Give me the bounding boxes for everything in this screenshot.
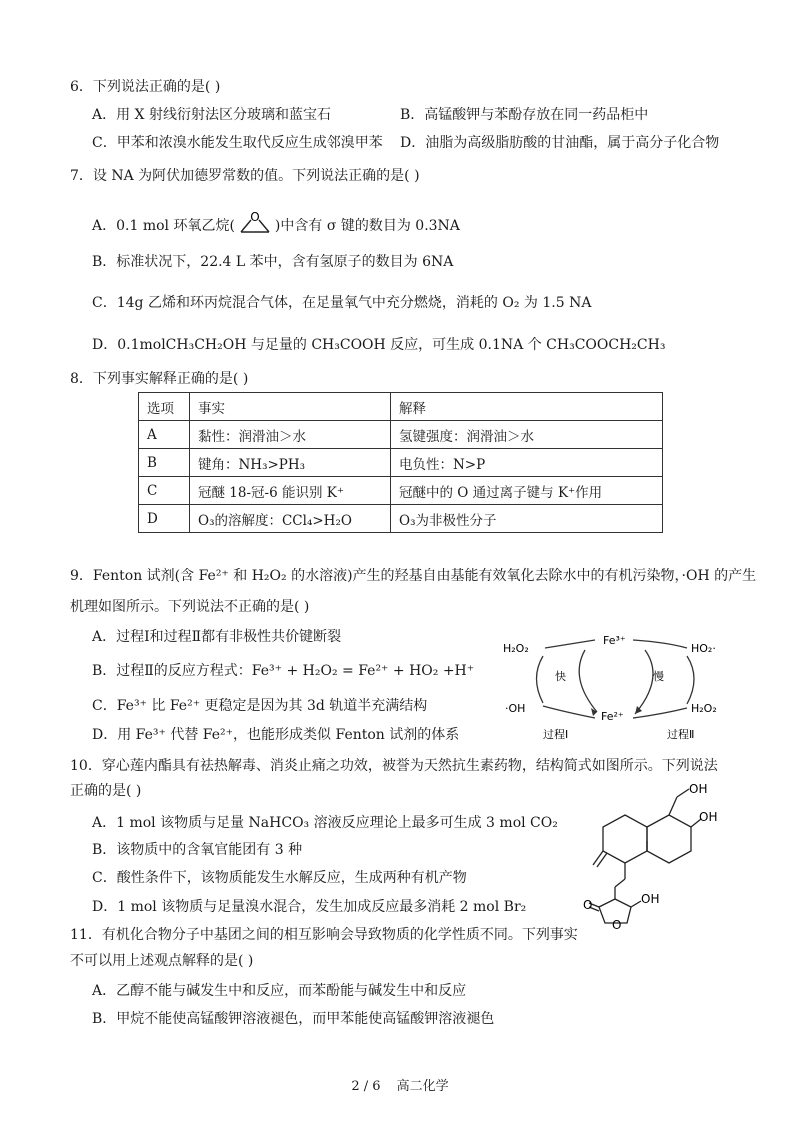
- table-cell: 氢键强度：润滑油＞水: [391, 421, 663, 449]
- header-explanation: 解释: [391, 393, 663, 421]
- epoxide-structure: [235, 210, 275, 236]
- q8-stem: 8．下列事实解释正确的是( ): [70, 371, 249, 387]
- q7-option-b: B．标准状况下，22.4 L 苯中，含有氢原子的数目为 6NA: [92, 254, 454, 270]
- q11-stem-line2: 不可以用上述观点解释的是( ): [70, 953, 254, 969]
- q6-option-a: A．用 X 射线衍射法区分玻璃和蓝宝石: [92, 107, 331, 123]
- diagram-fast: 快: [555, 670, 566, 683]
- table-row: [139, 477, 663, 505]
- q7-option-a-pre: A．0.1 mol 环氧乙烷(: [92, 218, 235, 234]
- q7-option-c: C．14g 乙烯和环丙烷混合气体，在足量氧气中充分燃烧，消耗的 O₂ 为 1.5 NA: [92, 295, 592, 311]
- q11-option-b: B．甲烷不能使高锰酸钾溶液褪色，而甲苯能使高锰酸钾溶液褪色: [92, 1011, 495, 1027]
- table-cell: 冠醚 18-冠-6 能识别 K⁺: [190, 477, 391, 505]
- q9-option-d: D．用 Fe³⁺ 代替 Fe²⁺，也能形成类似 Fenton 试剂的体系: [92, 727, 460, 743]
- q10-stem-line1: 10．穿心莲内酯具有祛热解毒、消炎止痛之功效，被誉为天然抗生素药物，结构简式如图所示。下列说法: [70, 758, 718, 774]
- table-cell: 黏性：润滑油＞水: [190, 421, 391, 449]
- diagram-oh-left: ·OH: [505, 702, 526, 715]
- q10-option-a: A．1 mol 该物质与足量 NaHCO₃ 溶液反应理论上最多可生成 3 mol CO₂: [92, 815, 558, 831]
- table-header-row: [139, 393, 663, 421]
- q9-stem-line2: 机理如图所示。下列说法不正确的是( ): [70, 599, 310, 615]
- q6-stem: 6．下列说法正确的是( ): [70, 79, 221, 95]
- q11-stem-line1: 11．有机化合物分子中基团之间的相互影响会导致物质的化学性质不同。下列事实: [70, 927, 578, 943]
- q7-option-d: D．0.1molCH₃CH₂OH 与足量的 CH₃COOH 反应，可生成 0.1NA 个 CH₃COOCH₂CH₃: [92, 337, 666, 353]
- svg-text:O: O: [250, 210, 260, 224]
- diagram-h2o2-right: H₂O₂: [691, 702, 717, 715]
- q9-option-c: C．Fe³⁺ 比 Fe²⁺ 更稳定是因为其 3d 轨道半充满结构: [92, 698, 428, 714]
- struct-oh-3: OH: [641, 892, 660, 906]
- table-cell: 冠醚中的 O 通过离子键与 K⁺作用: [391, 477, 663, 505]
- fenton-mechanism-diagram: [495, 628, 735, 748]
- struct-o-ring: O: [612, 918, 622, 932]
- table-cell: O₃为非极性分子: [391, 505, 663, 533]
- page-number: 2 / 6: [351, 1079, 381, 1094]
- q10-option-d: D．1 mol 该物质与足量溴水混合，发生加成反应最多消耗 2 mol Br₂: [92, 899, 527, 915]
- table-cell: A: [139, 421, 190, 449]
- table-row: [139, 505, 663, 533]
- table-cell: O₃的溶解度：CCl₄>H₂O: [190, 505, 391, 533]
- q7-option-a: [92, 210, 460, 236]
- q9-stem-line1: 9．Fenton 试剂(含 Fe²⁺ 和 H₂O₂ 的水溶液)产生的羟基自由基能有效氧化去除水中的有机污染物，·OH 的产生: [70, 568, 757, 584]
- diagram-process1: 过程Ⅰ: [543, 728, 569, 741]
- table-cell: 电负性：N>P: [391, 449, 663, 477]
- table-cell: 键角：NH₃>PH₃: [190, 449, 391, 477]
- q7-stem: 7．设 NA 为阿伏加德罗常数的值。下列说法正确的是( ): [70, 168, 420, 184]
- diagram-h2o2-left: H₂O₂: [503, 642, 529, 655]
- q10-stem-line2: 正确的是( ): [70, 783, 142, 799]
- table-row: [139, 449, 663, 477]
- header-fact: 事实: [190, 393, 391, 421]
- struct-oh-1: OH: [689, 782, 708, 796]
- struct-o-carbonyl: O: [583, 898, 593, 912]
- q10-option-b: B．该物质中的含氧官能团有 3 种: [92, 842, 303, 858]
- q9-option-a: A．过程Ⅰ和过程Ⅱ都有非极性共价键断裂: [92, 629, 342, 645]
- page-footer: [0, 1075, 800, 1094]
- diagram-ho2-right: HO₂·: [691, 642, 716, 655]
- diagram-fe2: Fe²⁺: [601, 710, 624, 723]
- q7-option-a-post: )中含有 σ 键的数目为 0.3NA: [274, 218, 460, 234]
- table-cell: D: [139, 505, 190, 533]
- q8-table: [138, 392, 663, 533]
- q9-option-b: B．过程Ⅱ的反应方程式：Fe³⁺ + H₂O₂ = Fe²⁺ + HO₂ +H⁺: [92, 663, 475, 679]
- header-option: 选项: [139, 393, 190, 421]
- struct-oh-2: OH: [699, 810, 718, 824]
- andrographolide-structure: [585, 775, 725, 930]
- table-cell: B: [139, 449, 190, 477]
- table-cell: C: [139, 477, 190, 505]
- table-row: [139, 421, 663, 449]
- diagram-process2: 过程Ⅱ: [667, 728, 695, 741]
- q6-option-d: D．油脂为高级脂肪酸的甘油酯，属于高分子化合物: [400, 135, 720, 151]
- q11-option-a: A．乙醇不能与碱发生中和反应，而苯酚能与碱发生中和反应: [92, 983, 467, 999]
- q6-option-c: C．甲苯和浓溴水能发生取代反应生成邻溴甲苯: [92, 135, 383, 151]
- q10-option-c: C．酸性条件下，该物质能发生水解反应，生成两种有机产物: [92, 870, 467, 886]
- diagram-fe3: Fe³⁺: [603, 634, 626, 647]
- diagram-slow: 慢: [653, 670, 664, 683]
- subject-label: 高二化学: [396, 1079, 449, 1094]
- q6-option-b: B．高锰酸钾与苯酚存放在同一药品柜中: [400, 107, 649, 123]
